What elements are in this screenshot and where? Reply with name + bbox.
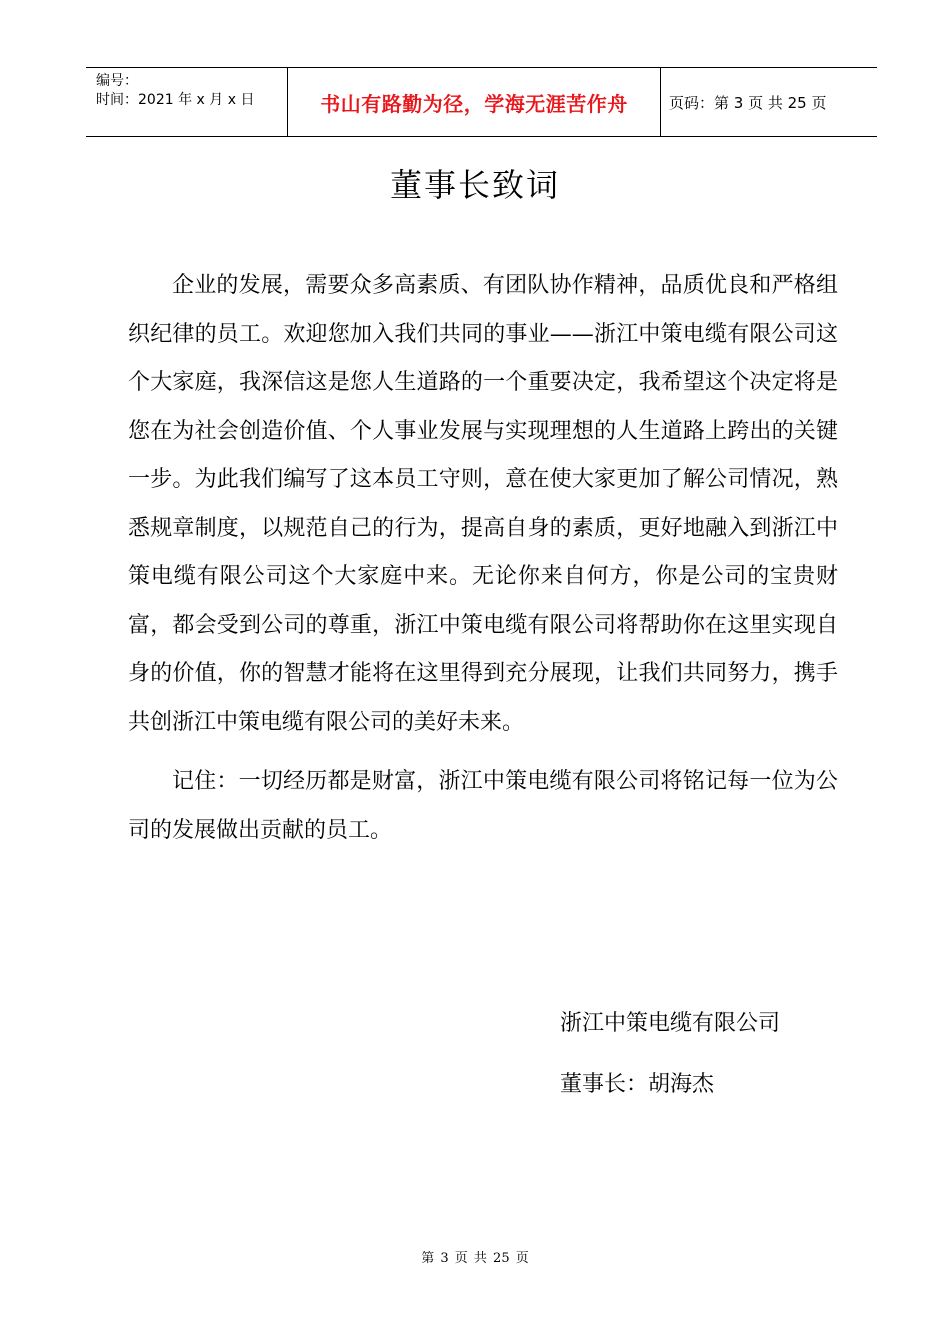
letter-body (128, 262, 838, 855)
page-footer: 第 3 页 共 25 页 (421, 1251, 529, 1266)
body-paragraph: 记住：一切经历都是财富，浙江中策电缆有限公司将铭记每一位为公司的发展做出贡献的员工。 (128, 769, 838, 843)
document-number-label: 编号： (96, 73, 138, 89)
header-motto: 书山有路勤为径，学海无涯苦作舟 (320, 91, 628, 116)
page-header (86, 67, 877, 137)
header-meta-cell (86, 68, 288, 136)
signature-company: 浙江中策电缆有限公司 (560, 1011, 781, 1036)
header-page-info: 页码：第 3 页 共 25 页 (669, 93, 827, 112)
signature-chairman: 董事长：胡海杰 (560, 1072, 715, 1097)
header-motto-cell (288, 68, 661, 136)
document-time-label: 时间：2021 年 x 月 x 日 (96, 92, 255, 108)
body-paragraph: 企业的发展，需要众多高素质、有团队协作精神，品质优良和严格组织纪律的员工。欢迎您加入我们共同的事业——浙江中策电缆有限公司这个大家庭，我深信这是您人生道路的一个重要决定，我希望这个决定将是您在为社会创造价值、个人事业发展与实现理想的人生道路上跨出的关键一步。为此我们编写了这本员工守则，意在使大家更加了解公司情况，熟悉规章制度，以规范自己的行为，提高自身的素质，更好地融入到浙江中策电缆有限公司这个大家庭中来。无论你来自何方，你是公司的宝贵财富，都会受到公司的尊重，浙江中策电缆有限公司将帮助你在这里实现自身的价值，你的智慧才能将在这里得到充分展现，让我们共同努力，携手共创浙江中策电缆有限公司的美好未来。 (128, 273, 838, 735)
page-title: 董事长致词 (389, 166, 560, 204)
header-page-cell (661, 68, 877, 136)
